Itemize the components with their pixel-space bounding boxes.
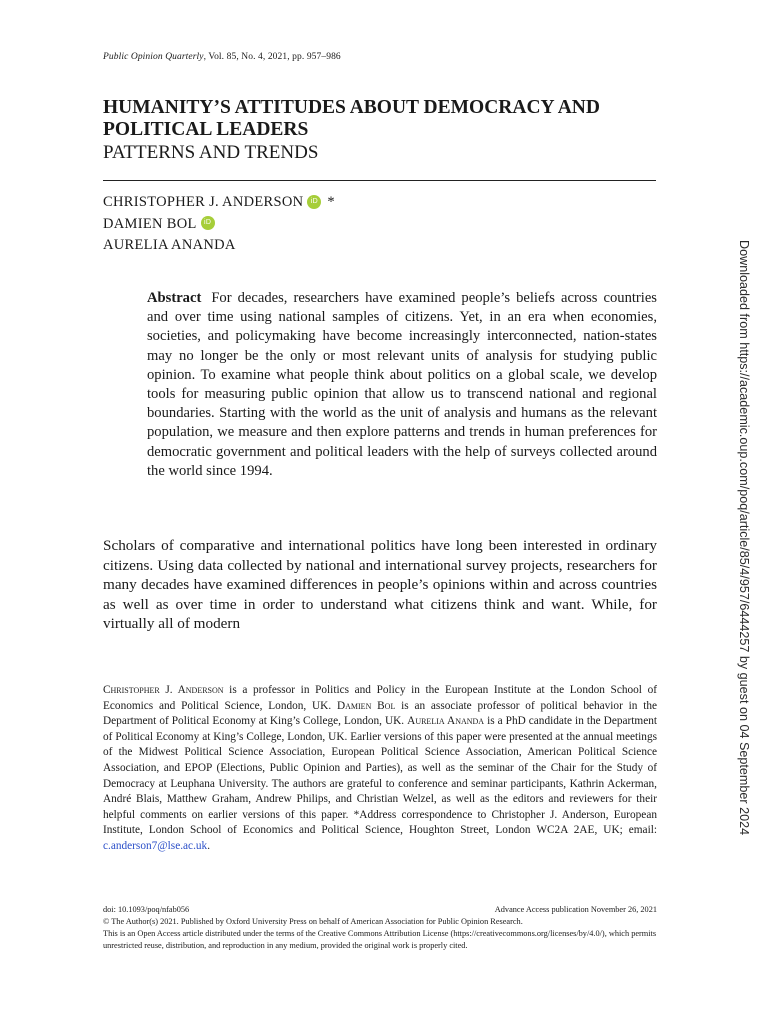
body-paragraph: Scholars of comparative and international politics have long been interested in ordinary citizens. Using data collected by national and international survey projects, researchers for many decades have examined differences in people’s opinions within and across countries as well as over time in order to understand what citizens think and want. While, for virtually all of modern — [103, 537, 657, 633]
footnote-text: is an associate professor of political behavior in the Department of Political Economy at King’s College, London, UK. — [103, 699, 658, 728]
author-name: DAMIEN BOL — [103, 215, 197, 232]
author-name: AURELIA ANANDA — [103, 237, 236, 253]
author-list — [103, 192, 335, 257]
title-line-2: POLITICAL LEADERS — [103, 119, 309, 140]
abstract-text: For decades, researchers have examined people’s beliefs across countries and over time using national samples of citizens. Yet, in an era when economies, societies, and policymaking have become increasingly interconnected, nation-states may no longer be the only or most relevant units of analysis for studying public opinion. To examine what people think about politics on a global scale, we develop tools for measuring public opinion that allow us to transcend national and regional boundaries. Starting with the world as the unit of analysis and humans as the relevant population, we measure and then explore patterns and trends in human preferences for democratic government and political leaders with the help of surveys collected around the world since 1994. — [147, 290, 657, 479]
volume-pages: , Vol. 85, No. 4, 2021, pp. 957–986 — [203, 52, 341, 62]
article-subtitle: PATTERNS AND TRENDS — [103, 142, 319, 163]
orcid-icon[interactable]: iD — [307, 195, 321, 209]
publication-info — [103, 904, 657, 952]
download-watermark: Downloaded from https://academic.oup.com/poq/article/85/4/957/6444257 by guest on 04 September 2024 — [737, 240, 751, 836]
doi-link[interactable]: doi: 10.1093/poq/nfab056 — [103, 905, 190, 914]
journal-citation — [103, 52, 341, 62]
license-notice: This is an Open Access article distributed under the terms of the Creative Commons Attribution License (https://creativecommons.org/licenses/by/4.0/), which permits unrestricted reuse, distribution, and reproduction in any medium, provided the original work is properly cited. — [103, 929, 657, 950]
author-bol — [103, 214, 335, 236]
abstract-label: Abstract — [147, 290, 202, 306]
author-name: CHRISTOPHER J. ANDERSON — [103, 194, 304, 210]
copyright-notice: © The Author(s) 2021. Published by Oxford University Press on behalf of American Association for Public Opinion Research. — [103, 917, 523, 926]
corresponding-author-marker: * — [327, 194, 335, 210]
abstract — [147, 289, 657, 481]
footnote-text: is a professor in Politics and Policy in the European Institute at the London School of Economics and Political Science, London, UK. — [103, 684, 657, 712]
footnote-text: is a PhD candidate in the Department of Political Economy at King’s College, London, UK. Earlier versions of this paper were presented at the annual meetings of the Midwest Political Science Association, European Political Science Association, American Political Science Association, and EPOP (Elections, Public Opinion and Parties), as well as the seminar of the Chair for the Study of Democracy at Leuphana University. The authors are grateful to conference and seminar participants, Kathrin Ackerman, André Blais, Matthew Graham, Andrew Philips, and Christian Welzel, as well as the editors and reviewers for their helpful comments on earlier versions of this paper. *Address correspondence to Christopher J. Anderson, European Institute, London School of Economics and Political Science, Houghton Street, London WC2A 2AE, UK; email: — [103, 715, 657, 837]
orcid-icon[interactable]: iD — [201, 216, 215, 230]
title-line-1: HUMANITY’S ATTITUDES ABOUT DEMOCRACY AND — [103, 97, 600, 118]
author-anderson — [103, 192, 335, 214]
journal-name: Public Opinion Quarterly — [103, 52, 204, 62]
author-ananda — [103, 235, 335, 257]
footnote-author-bol: Damien Bol — [336, 699, 396, 712]
footnote-text: . — [207, 839, 211, 852]
footnote-author-ananda: Aurelia Ananda — [407, 715, 485, 728]
publication-row — [103, 904, 657, 916]
email-link[interactable]: c.anderson7@lse.ac.uk — [103, 839, 208, 852]
advance-access-date: Advance Access publication November 26, 2021 — [494, 905, 657, 914]
title-divider — [103, 180, 656, 181]
author-footnote — [103, 683, 657, 855]
article-title — [103, 97, 663, 141]
footnote-author-anderson: Christopher J. Anderson — [103, 684, 224, 696]
